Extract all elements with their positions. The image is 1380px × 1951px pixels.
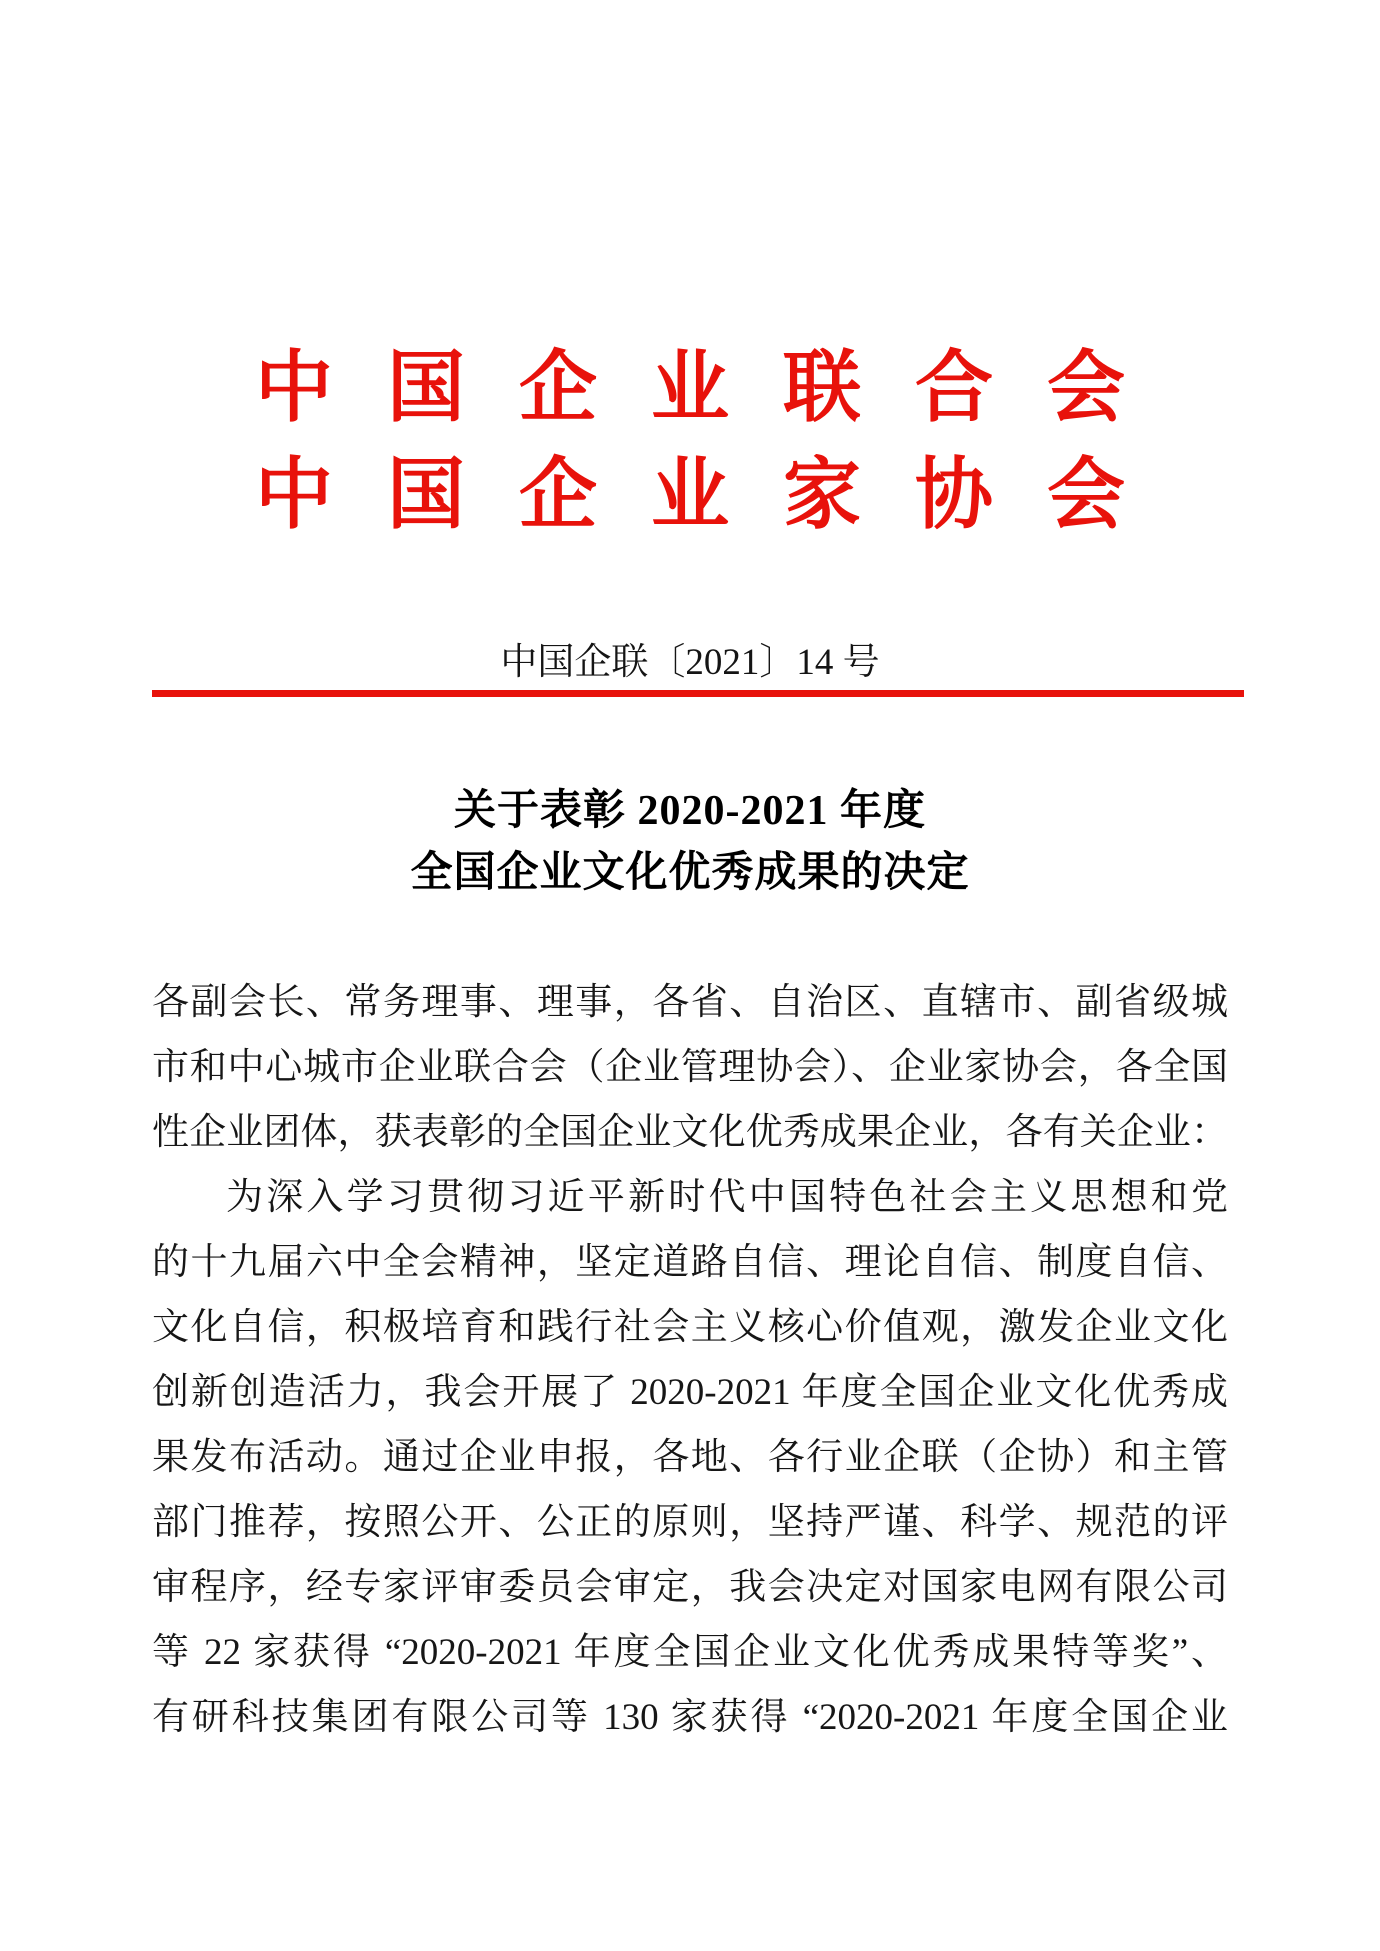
body-line-12: 有研科技集团有限公司等 130 家获得 “2020-2021 年度全国企业	[152, 1697, 1228, 1738]
body-line-6: 文化自信，积极培育和践行社会主义核心价值观，激发企业文化	[152, 1307, 1228, 1348]
body-line-1: 各副会长、常务理事、理事，各省、自治区、直辖市、副省级城	[152, 982, 1228, 1023]
body-line-3: 性企业团体，获表彰的全国企业文化优秀成果企业，各有关企业：	[152, 1112, 1228, 1153]
body-line-2: 市和中心城市企业联合会（企业管理协会）、企业家协会，各全国	[152, 1047, 1228, 1088]
body-line-4: 为深入学习贯彻习近平新时代中国特色社会主义思想和党	[226, 1177, 1228, 1218]
body-line-10: 审程序，经专家评审委员会审定，我会决定对国家电网有限公司	[152, 1567, 1228, 1608]
document-number: 中国企联〔2021〕14 号	[500, 642, 880, 683]
document-title-line-1: 关于表彰 2020-2021 年度	[454, 788, 926, 834]
document-title-line-2: 全国企业文化优秀成果的决定	[410, 850, 970, 896]
org-name-line-2-text: 中国企业家协会	[254, 451, 1179, 538]
body-line-5: 的十九届六中全会精神，坚定道路自信、理论自信、制度自信、	[152, 1242, 1228, 1283]
org-name-line-1	[0, 334, 1380, 441]
document-body	[152, 970, 1228, 1750]
org-name-line-2	[0, 441, 1380, 548]
red-divider-rule	[152, 690, 1244, 697]
body-line-9: 部门推荐，按照公开、公正的原则，坚持严谨、科学、规范的评	[152, 1502, 1228, 1543]
org-name-line-1-text: 中国企业联合会	[254, 344, 1179, 431]
body-line-7: 创新创造活力，我会开展了 2020-2021 年度全国企业文化优秀成	[152, 1372, 1228, 1413]
letterhead	[0, 334, 1380, 548]
body-line-8: 果发布活动。通过企业申报，各地、各行业企联（企协）和主管	[152, 1437, 1228, 1478]
document-title	[0, 780, 1380, 904]
body-line-11: 等 22 家获得 “2020-2021 年度全国企业文化优秀成果特等奖”、	[152, 1632, 1228, 1673]
